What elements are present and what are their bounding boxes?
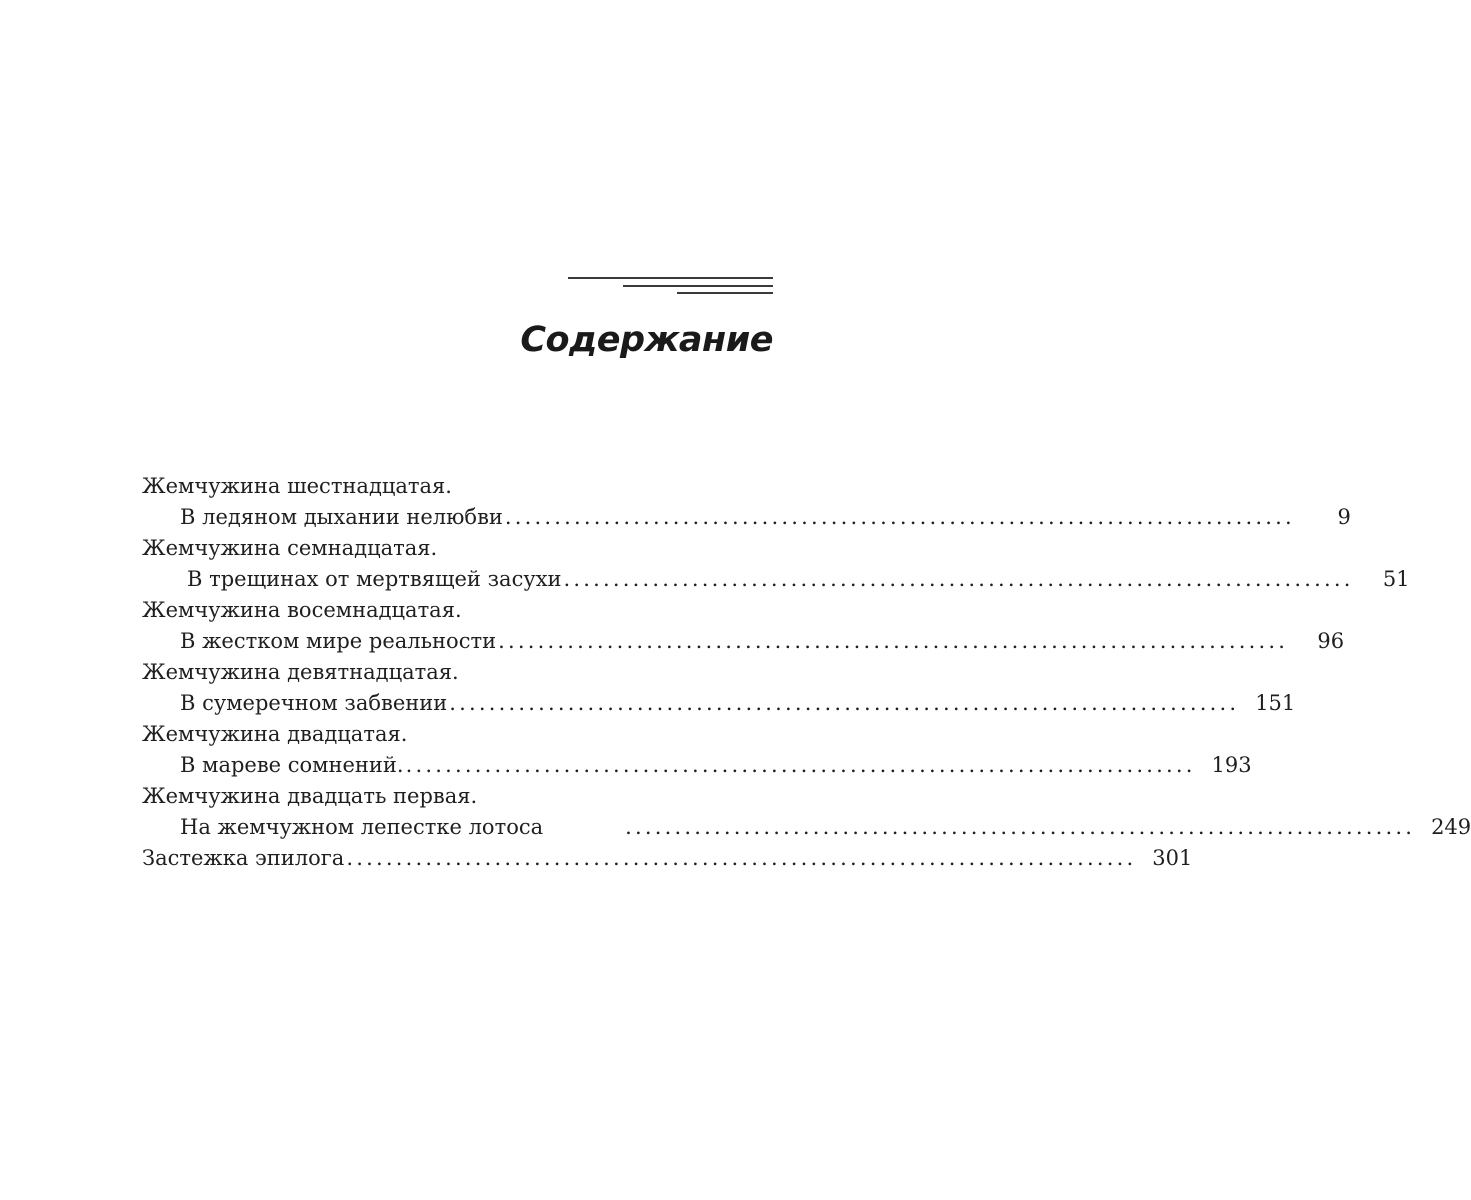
toc-heading-text: Жемчужина шестнадцатая.	[142, 474, 452, 498]
dot-leader: ................................................................................	[504, 505, 1295, 529]
toc-chapter-entry[interactable]	[142, 688, 1296, 719]
toc-page-number: 151	[1255, 691, 1296, 715]
dot-leader: ................................................................................	[449, 691, 1240, 715]
toc-page-number: 249	[1431, 815, 1471, 839]
toc-page-number: 51	[1382, 567, 1410, 591]
toc-part-heading	[142, 471, 766, 502]
dot-leader: ................................................................................	[405, 753, 1196, 777]
toc-chapter-entry[interactable]	[142, 750, 1252, 781]
toc-page-number: 9	[1337, 505, 1351, 529]
toc-chapter-title: В сумеречном забвении	[180, 691, 448, 715]
dot-leader: ................................................................................	[498, 629, 1289, 653]
toc-chapter-title: На жемчужном лепестке лотоса	[180, 815, 544, 839]
toc-part-heading	[142, 595, 766, 626]
toc-chapter-entry[interactable]	[142, 812, 1471, 843]
toc-chapter-title: В ледяном дыхании нелюбви	[180, 505, 503, 529]
toc-epilogue-entry[interactable]	[142, 843, 1193, 874]
toc-heading-text: Жемчужина двадцать первая.	[142, 784, 478, 808]
toc-chapter-title: В мареве сомнений.	[180, 753, 404, 777]
dot-leader: ................................................................................	[625, 815, 1416, 839]
toc-page-number: 193	[1211, 753, 1252, 777]
toc-part-heading	[142, 533, 766, 564]
toc-page-number: 301	[1152, 846, 1193, 870]
toc-heading-text: Жемчужина семнадцатая.	[142, 536, 438, 560]
toc-page-number: 96	[1317, 629, 1345, 653]
toc-heading-text: Жемчужина восемнадцатая.	[142, 598, 462, 622]
toc-chapter-entry[interactable]	[142, 502, 1351, 533]
toc-heading-text: Жемчужина девятнадцатая.	[142, 660, 459, 684]
toc-chapter-title: В трещинах от мертвящей засухи	[187, 567, 562, 591]
toc-chapter-title: В жестком мире реальности	[180, 629, 497, 653]
decorative-rule-short	[677, 292, 773, 294]
page-title: Содержание	[520, 320, 773, 360]
decorative-rule-medium	[623, 285, 773, 287]
dot-leader: ................................................................................	[563, 567, 1354, 591]
toc-chapter-entry[interactable]	[142, 564, 1410, 595]
toc-part-heading	[142, 781, 766, 812]
toc-chapter-title: Застежка эпилога	[142, 846, 345, 870]
toc-chapter-entry[interactable]	[142, 626, 1345, 657]
toc-part-heading	[142, 657, 766, 688]
toc-heading-text: Жемчужина двадцатая.	[142, 722, 408, 746]
toc-part-heading	[142, 719, 766, 750]
decorative-rule-long	[568, 277, 773, 279]
table-of-contents	[142, 471, 1471, 874]
dot-leader: ................................................................................	[346, 846, 1137, 870]
